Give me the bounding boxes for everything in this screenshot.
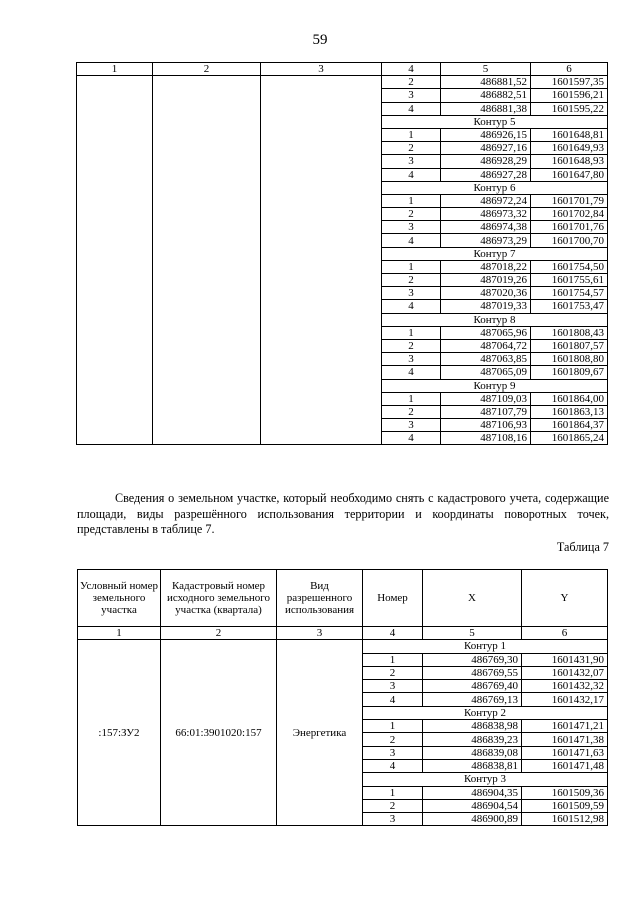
x-coordinate-cell: 486838,81 xyxy=(423,759,522,772)
point-number-cell: 4 xyxy=(363,693,423,706)
y-coordinate-cell: 1601753,47 xyxy=(531,300,608,313)
point-number-cell: 1 xyxy=(382,326,441,339)
column-header: Номер xyxy=(363,570,423,627)
y-coordinate-cell: 1601512,98 xyxy=(522,813,608,826)
column-number-cell: 4 xyxy=(363,627,423,640)
point-number-cell: 4 xyxy=(382,300,441,313)
x-coordinate-cell: 486881,38 xyxy=(441,102,531,115)
x-coordinate-cell: 486900,89 xyxy=(423,813,522,826)
y-coordinate-cell: 1601432,17 xyxy=(522,693,608,706)
point-number-cell: 3 xyxy=(363,813,423,826)
x-coordinate-cell: 486973,32 xyxy=(441,208,531,221)
point-number-cell: 3 xyxy=(382,287,441,300)
column-number-cell: 2 xyxy=(153,63,261,76)
empty-merged-cell xyxy=(261,76,382,445)
column-number-cell: 3 xyxy=(261,63,382,76)
point-number-cell: 1 xyxy=(382,194,441,207)
column-header: Y xyxy=(522,570,608,627)
y-coordinate-cell: 1601432,32 xyxy=(522,680,608,693)
x-coordinate-cell: 487019,33 xyxy=(441,300,531,313)
point-number-cell: 2 xyxy=(382,142,441,155)
point-number-cell: 4 xyxy=(382,432,441,445)
permitted-use-cell: Энергетика xyxy=(277,640,363,826)
contour-title: Контур 9 xyxy=(382,379,608,392)
x-coordinate-cell: 487065,96 xyxy=(441,326,531,339)
y-coordinate-cell: 1601701,76 xyxy=(531,221,608,234)
point-number-cell: 1 xyxy=(363,786,423,799)
x-coordinate-cell: 487064,72 xyxy=(441,339,531,352)
y-coordinate-cell: 1601509,36 xyxy=(522,786,608,799)
y-coordinate-cell: 1601509,59 xyxy=(522,799,608,812)
column-number-cell: 3 xyxy=(277,627,363,640)
contour-title: Контур 2 xyxy=(363,706,608,719)
point-number-cell: 1 xyxy=(382,128,441,141)
point-number-cell: 3 xyxy=(363,680,423,693)
y-coordinate-cell: 1601864,37 xyxy=(531,419,608,432)
point-number-cell: 4 xyxy=(363,759,423,772)
column-number-cell: 2 xyxy=(161,627,277,640)
y-coordinate-cell: 1601432,07 xyxy=(522,666,608,679)
y-coordinate-cell: 1601754,50 xyxy=(531,260,608,273)
contour-title: Контур 6 xyxy=(382,181,608,194)
y-coordinate-cell: 1601700,70 xyxy=(531,234,608,247)
x-coordinate-cell: 487019,26 xyxy=(441,274,531,287)
x-coordinate-cell: 486769,55 xyxy=(423,666,522,679)
point-number-cell: 1 xyxy=(363,720,423,733)
x-coordinate-cell: 487065,09 xyxy=(441,366,531,379)
contour-title: Контур 8 xyxy=(382,313,608,326)
y-coordinate-cell: 1601808,43 xyxy=(531,326,608,339)
paragraph-text: Сведения о земельном участке, который необходимо снять с кадастрового учета, содержащие площади, виды разрешённого использования территории и координаты поворотных точек, представлены в таблице 7. xyxy=(77,491,609,536)
y-coordinate-cell: 1601596,21 xyxy=(531,89,608,102)
x-coordinate-cell: 486769,30 xyxy=(423,653,522,666)
x-coordinate-cell: 486973,29 xyxy=(441,234,531,247)
parcel-number-cell: :157:ЗУ2 xyxy=(78,640,161,826)
y-coordinate-cell: 1601648,81 xyxy=(531,128,608,141)
column-number-cell: 6 xyxy=(531,63,608,76)
point-number-cell: 2 xyxy=(382,76,441,89)
y-coordinate-cell: 1601471,63 xyxy=(522,746,608,759)
point-number-cell: 3 xyxy=(382,155,441,168)
x-coordinate-cell: 486904,54 xyxy=(423,799,522,812)
x-coordinate-cell: 486881,52 xyxy=(441,76,531,89)
coordinates-table-continued xyxy=(76,62,608,445)
x-coordinate-cell: 487020,36 xyxy=(441,287,531,300)
x-coordinate-cell: 487108,16 xyxy=(441,432,531,445)
point-number-cell: 2 xyxy=(363,799,423,812)
point-number-cell: 4 xyxy=(382,366,441,379)
point-number-cell: 1 xyxy=(382,392,441,405)
y-coordinate-cell: 1601807,57 xyxy=(531,339,608,352)
point-number-cell: 3 xyxy=(382,89,441,102)
y-coordinate-cell: 1601755,61 xyxy=(531,274,608,287)
x-coordinate-cell: 486927,16 xyxy=(441,142,531,155)
point-number-cell: 1 xyxy=(363,653,423,666)
empty-merged-cell xyxy=(153,76,261,445)
table-caption: Таблица 7 xyxy=(556,540,609,554)
column-header: Вид разрешенного использования xyxy=(277,570,363,627)
point-number-cell: 2 xyxy=(382,339,441,352)
x-coordinate-cell: 487018,22 xyxy=(441,260,531,273)
description-paragraph xyxy=(77,491,609,538)
column-number-cell: 1 xyxy=(78,627,161,640)
table-header-row xyxy=(78,570,608,627)
y-coordinate-cell: 1601808,80 xyxy=(531,353,608,366)
y-coordinate-cell: 1601471,38 xyxy=(522,733,608,746)
point-number-cell: 4 xyxy=(382,234,441,247)
x-coordinate-cell: 486927,28 xyxy=(441,168,531,181)
contour-title: Контур 7 xyxy=(382,247,608,260)
x-coordinate-cell: 486928,29 xyxy=(441,155,531,168)
y-coordinate-cell: 1601647,80 xyxy=(531,168,608,181)
y-coordinate-cell: 1601649,93 xyxy=(531,142,608,155)
y-coordinate-cell: 1601809,67 xyxy=(531,366,608,379)
contour-title: Контур 3 xyxy=(363,773,608,786)
point-number-cell: 4 xyxy=(382,102,441,115)
x-coordinate-cell: 486769,40 xyxy=(423,680,522,693)
y-coordinate-cell: 1601864,00 xyxy=(531,392,608,405)
y-coordinate-cell: 1601701,79 xyxy=(531,194,608,207)
column-number-cell: 5 xyxy=(423,627,522,640)
y-coordinate-cell: 1601863,13 xyxy=(531,405,608,418)
table-7 xyxy=(77,569,608,826)
column-header: Кадастровый номер исходного земельного участка (квартала) xyxy=(161,570,277,627)
y-coordinate-cell: 1601648,93 xyxy=(531,155,608,168)
column-number-cell: 5 xyxy=(441,63,531,76)
point-number-cell: 3 xyxy=(382,419,441,432)
point-number-cell: 4 xyxy=(382,168,441,181)
x-coordinate-cell: 486839,23 xyxy=(423,733,522,746)
point-number-cell: 3 xyxy=(363,746,423,759)
y-coordinate-cell: 1601595,22 xyxy=(531,102,608,115)
y-coordinate-cell: 1601865,24 xyxy=(531,432,608,445)
cadastral-number-cell: 66:01:3901020:157 xyxy=(161,640,277,826)
column-number-row xyxy=(78,627,608,640)
y-coordinate-cell: 1601471,21 xyxy=(522,720,608,733)
point-number-cell: 2 xyxy=(382,208,441,221)
y-coordinate-cell: 1601597,35 xyxy=(531,76,608,89)
x-coordinate-cell: 486972,24 xyxy=(441,194,531,207)
x-coordinate-cell: 486838,98 xyxy=(423,720,522,733)
contour-title: Контур 1 xyxy=(363,640,608,653)
point-number-cell: 2 xyxy=(363,666,423,679)
table-row xyxy=(77,76,608,89)
x-coordinate-cell: 487107,79 xyxy=(441,405,531,418)
x-coordinate-cell: 487063,85 xyxy=(441,353,531,366)
empty-merged-cell xyxy=(77,76,153,445)
point-number-cell: 2 xyxy=(382,405,441,418)
contour-title-row xyxy=(78,640,608,653)
y-coordinate-cell: 1601702,84 xyxy=(531,208,608,221)
contour-title: Контур 5 xyxy=(382,115,608,128)
column-number-row xyxy=(77,63,608,76)
point-number-cell: 1 xyxy=(382,260,441,273)
x-coordinate-cell: 486904,35 xyxy=(423,786,522,799)
x-coordinate-cell: 486769,13 xyxy=(423,693,522,706)
x-coordinate-cell: 486974,38 xyxy=(441,221,531,234)
x-coordinate-cell: 486839,08 xyxy=(423,746,522,759)
y-coordinate-cell: 1601431,90 xyxy=(522,653,608,666)
point-number-cell: 2 xyxy=(363,733,423,746)
column-number-cell: 4 xyxy=(382,63,441,76)
column-number-cell: 6 xyxy=(522,627,608,640)
y-coordinate-cell: 1601754,57 xyxy=(531,287,608,300)
column-number-cell: 1 xyxy=(77,63,153,76)
y-coordinate-cell: 1601471,48 xyxy=(522,759,608,772)
column-header: X xyxy=(423,570,522,627)
x-coordinate-cell: 487109,03 xyxy=(441,392,531,405)
point-number-cell: 3 xyxy=(382,353,441,366)
column-header: Условный номер земельного участка xyxy=(78,570,161,627)
point-number-cell: 3 xyxy=(382,221,441,234)
x-coordinate-cell: 487106,93 xyxy=(441,419,531,432)
x-coordinate-cell: 486926,15 xyxy=(441,128,531,141)
x-coordinate-cell: 486882,51 xyxy=(441,89,531,102)
page-number: 59 xyxy=(312,32,328,48)
point-number-cell: 2 xyxy=(382,274,441,287)
